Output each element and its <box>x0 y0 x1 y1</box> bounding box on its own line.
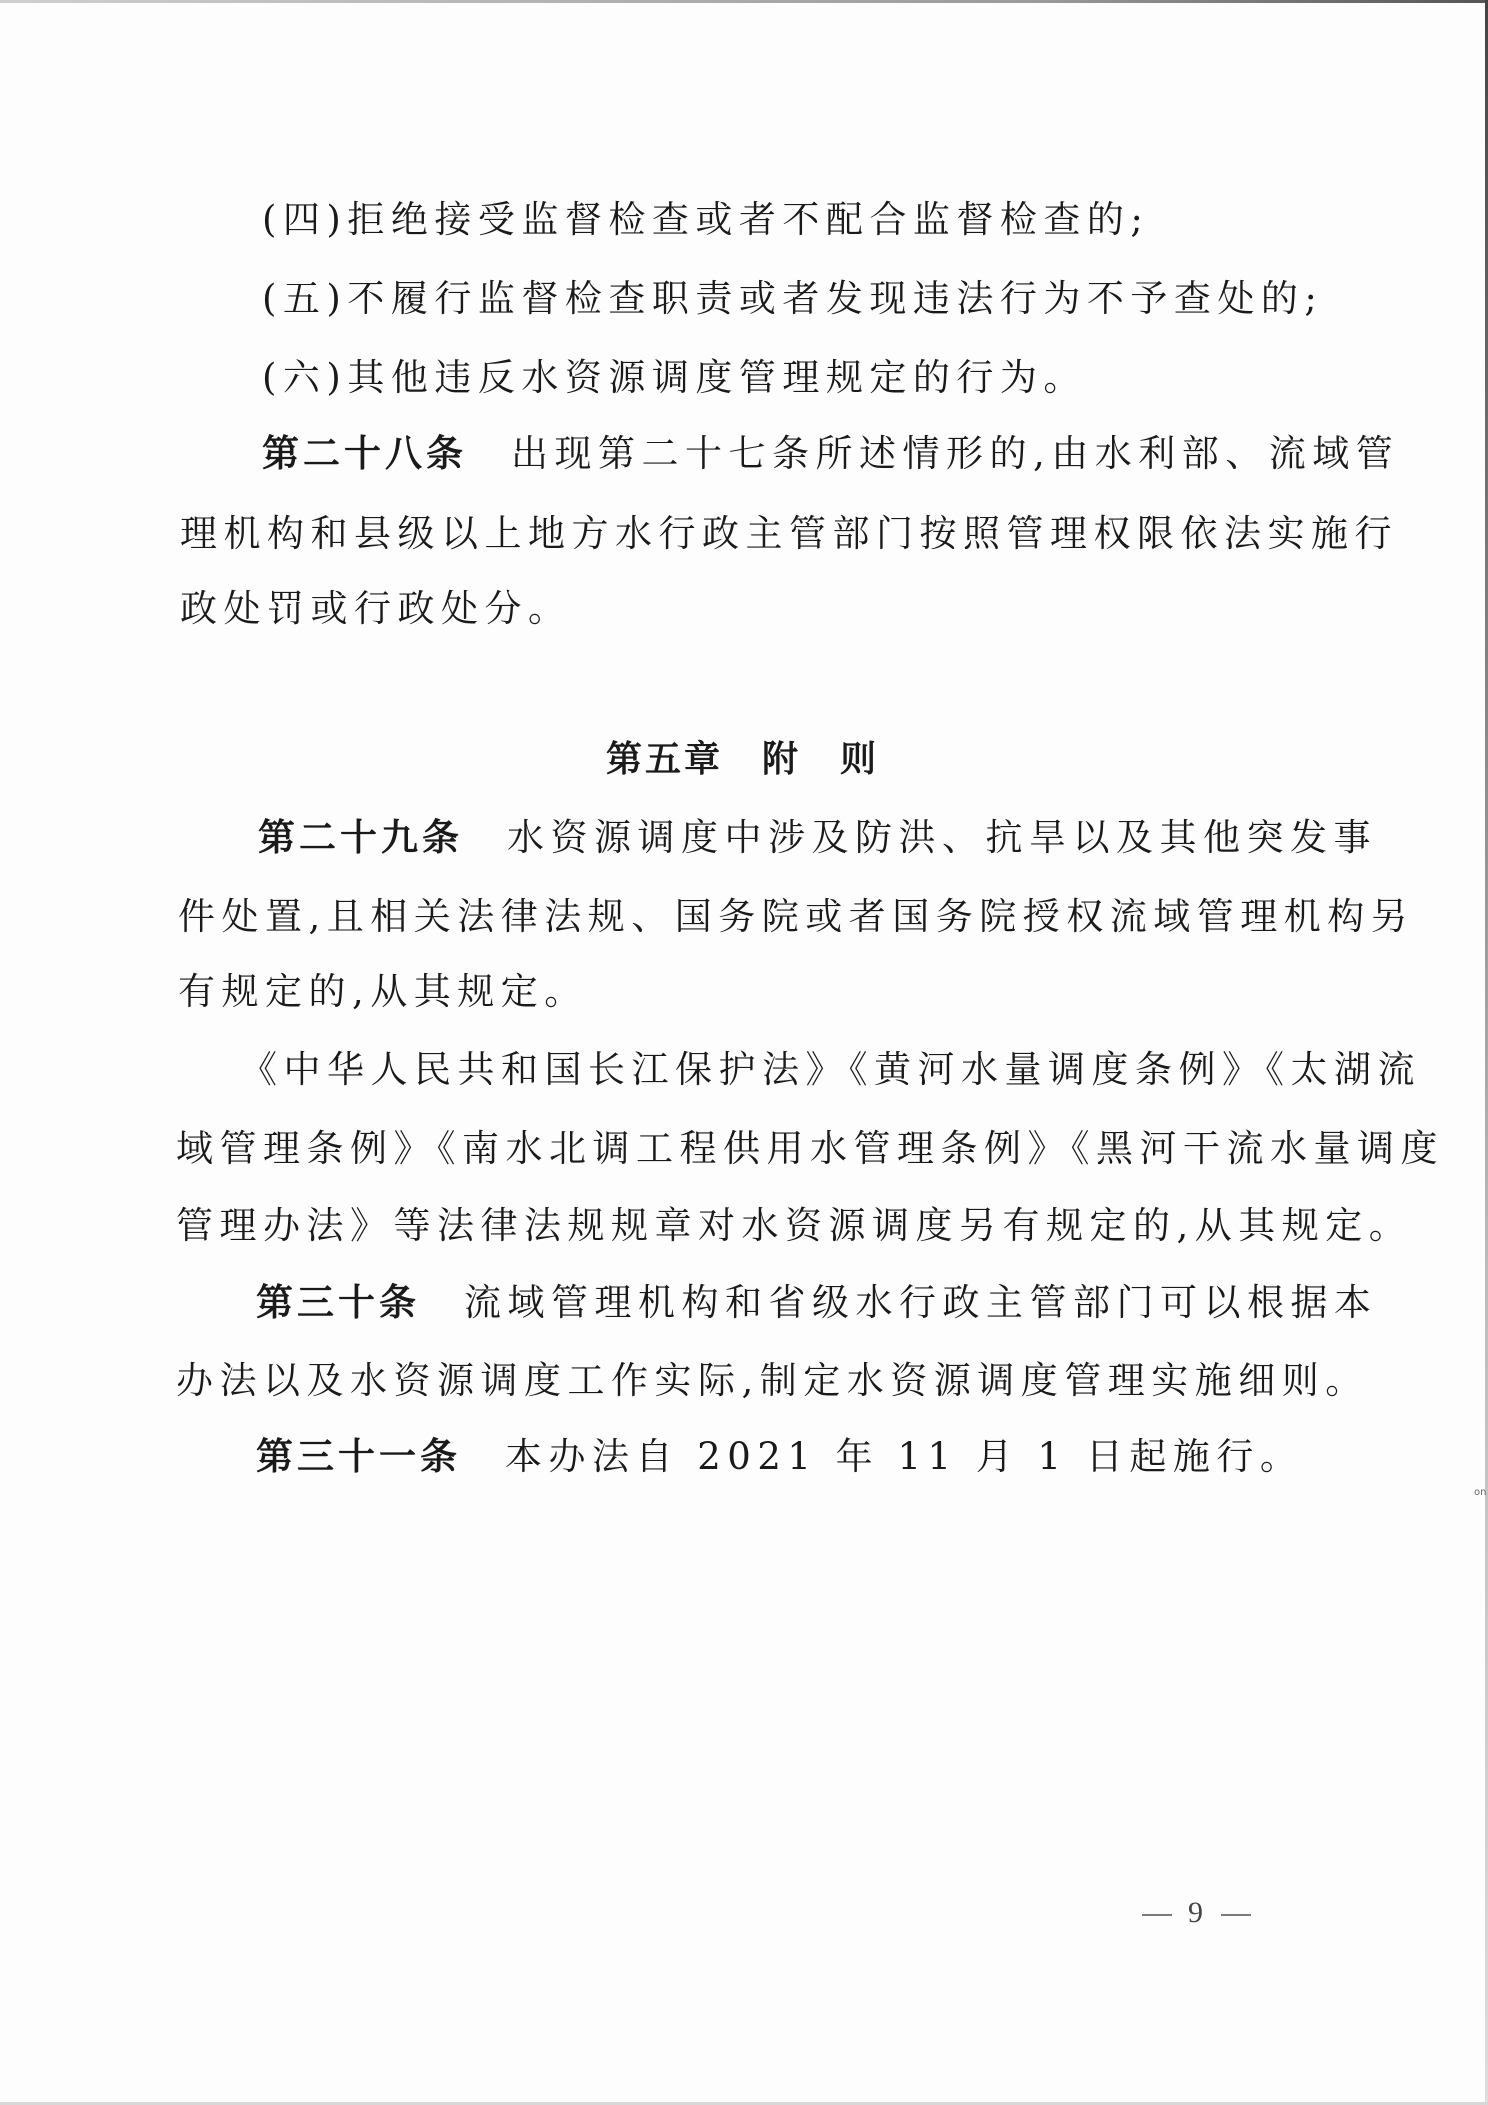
article-29-para2-text-2: 域管理条例》《南水北调工程供用水管理条例》《黑河干流水量调度 <box>176 1127 1444 1170</box>
article-29-text-3: 有规定的,从其规定。 <box>178 970 588 1013</box>
page-number-value: 9 <box>1188 1896 1205 1929</box>
article-28-text-1: 出现第二十七条所述情形的,由水利部、流域管 <box>511 432 1400 475</box>
article-30-text-2: 办法以及水资源调度工作实际,制定水资源调度管理实施细则。 <box>176 1359 1369 1402</box>
item-4: (四)拒绝接受监督检查或者不配合监督检查的; <box>262 198 1150 241</box>
article-29-label: 第二十九条 <box>258 816 463 859</box>
article-31-line <box>256 1435 1303 1479</box>
article-31-label: 第三十一条 <box>256 1435 461 1478</box>
scan-side-mark: on <box>1474 1487 1487 1498</box>
scan-edge-top <box>0 0 1488 3</box>
article-28-first-line <box>262 432 1399 476</box>
item-5: (五)不履行监督检查职责或者发现违法行为不予查处的; <box>262 277 1324 320</box>
page-number <box>1126 1896 1267 1930</box>
article-30-text-1: 流域管理机构和省级水行政主管部门可以根据本 <box>464 1281 1378 1324</box>
article-28-label: 第二十八条 <box>262 432 467 475</box>
page-number-dash-left <box>1142 1914 1172 1916</box>
article-28-text-2: 理机构和县级以上地方水行政主管部门按照管理权限依法实施行 <box>180 512 1398 555</box>
article-31-text-1: 本办法自 2021 年 11 月 1 日起施行。 <box>505 1435 1304 1478</box>
article-29-text-2: 件处置,且相关法律法规、国务院或者国务院授权流域管理机构另 <box>178 895 1415 938</box>
chapter-heading: 第五章 附 则 <box>606 739 880 780</box>
article-29-para2-text-1: 《中华人民共和国长江保护法》《黄河水量调度条例》《太湖流 <box>240 1048 1421 1091</box>
article-28-text-3: 政处罚或行政处分。 <box>180 587 572 630</box>
article-30-label: 第三十条 <box>256 1281 420 1324</box>
page-number-dash-right <box>1221 1914 1251 1916</box>
article-29-first-line <box>258 816 1377 860</box>
item-6: (六)其他违反水资源调度管理规定的行为。 <box>262 356 1087 399</box>
article-30-first-line <box>256 1281 1378 1325</box>
article-29-para2-text-3: 管理办法》等法律法规规章对水资源调度另有规定的,从其规定。 <box>176 1204 1413 1247</box>
article-29-text-1: 水资源调度中涉及防洪、抗旱以及其他突发事 <box>507 816 1377 859</box>
